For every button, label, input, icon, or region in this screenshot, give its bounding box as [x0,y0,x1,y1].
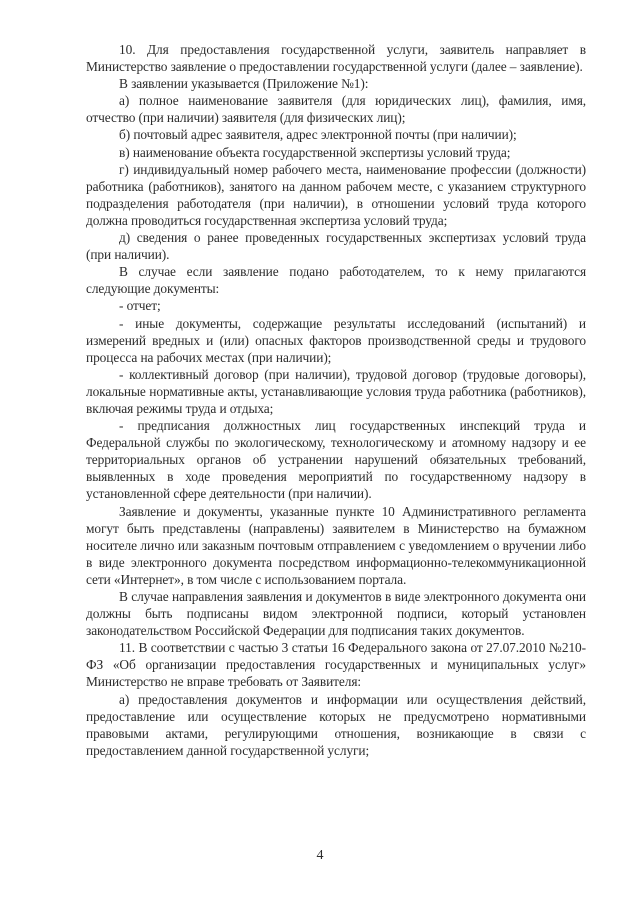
document-body [86,41,586,759]
paragraph-employer-documents: В случае если заявление подано работодателем, то к нему прилагаются следующие документы: [86,264,586,297]
paragraph-application-contents: В заявлении указывается (Приложение №1): [119,76,369,92]
paragraph-10-intro: 10. Для предоставления государственной услуги, заявитель направляет в Министерство заявление о предоставлении государственной услуги (далее – заявление). [86,42,586,75]
list-item-a: а) полное наименование заявителя (для юридических лиц), фамилия, имя, отчество (при наличии) заявителя (для физических лиц); [86,93,586,126]
list-item-b: б) почтовый адрес заявителя, адрес электронной почты (при наличии); [119,127,517,143]
dash-item-contracts: - коллективный договор (при наличии), трудовой договор (трудовые договоры), локальные нормативные акты, устанавливающие условия труда работника (работников), включая режимы труда и отдыха; [86,366,586,416]
dash-item-prescriptions: - предписания должностных лиц государственных инспекций труда и Федеральной службы по экологическому, технологическому и атомному надзору и ее территориальных органов об устранении нарушений обязательных требований, выявленных в ходе проведения мероприятий по государственному надзору в установленной сфере деятельности (при наличии). [86,418,586,502]
paragraph-submission-methods: Заявление и документы, указанные пункте 10 Административного регламента могут быть представлены (направлены) заявителем в Министерство на бумажном носителе лично или заказным почтовым отправлением с уведомлением о вручении либо в виде электронного документа посредством информационно-телекоммуникационной сети «Интернет», в том числе с использованием портала. [86,503,586,587]
paragraph-electronic-signature: В случае направления заявления и документов в виде электронного документа они должны быть подписаны видом электронной подписи, который установлен законодательством Российской Федерации для подписания таких документов. [86,589,586,639]
dash-item-measurements: - иные документы, содержащие результаты исследований (испытаний) и измерений вредных и (или) опасных факторов производственной среды и трудового процесса на рабочих местах (при наличии); [86,315,586,365]
dash-item-report: - отчет; [119,298,161,314]
list-item-v: в) наименование объекта государственной экспертизы условий труда; [119,144,511,160]
page-number: 4 [316,848,324,863]
list-item-d: д) сведения о ранее проведенных государственных экспертизах условий труда (при наличии). [86,230,586,263]
list-item-11-a: а) предоставления документов и информации или осуществления действий, предоставление или осуществление которых не предусмотрено нормативными правовыми актами, регулирующими отношения, возникающие в связи с предоставлением данной государственной услуги; [86,691,586,758]
list-item-g: г) индивидуальный номер рабочего места, наименование профессии (должности) работника (работников), занятого на данном рабочем месте, с указанием структурного подразделения работодателя (при наличии), в отношении условий труда которого должна проводиться государственная экспертиза условий труда; [86,161,586,228]
paragraph-11-intro: 11. В соответствии с частью 3 статьи 16 Федерального закона от 27.07.2010 №210-ФЗ «Об организации предоставления государственных и муниципальных услуг» Министерство не вправе требовать от Заявителя: [86,640,586,690]
